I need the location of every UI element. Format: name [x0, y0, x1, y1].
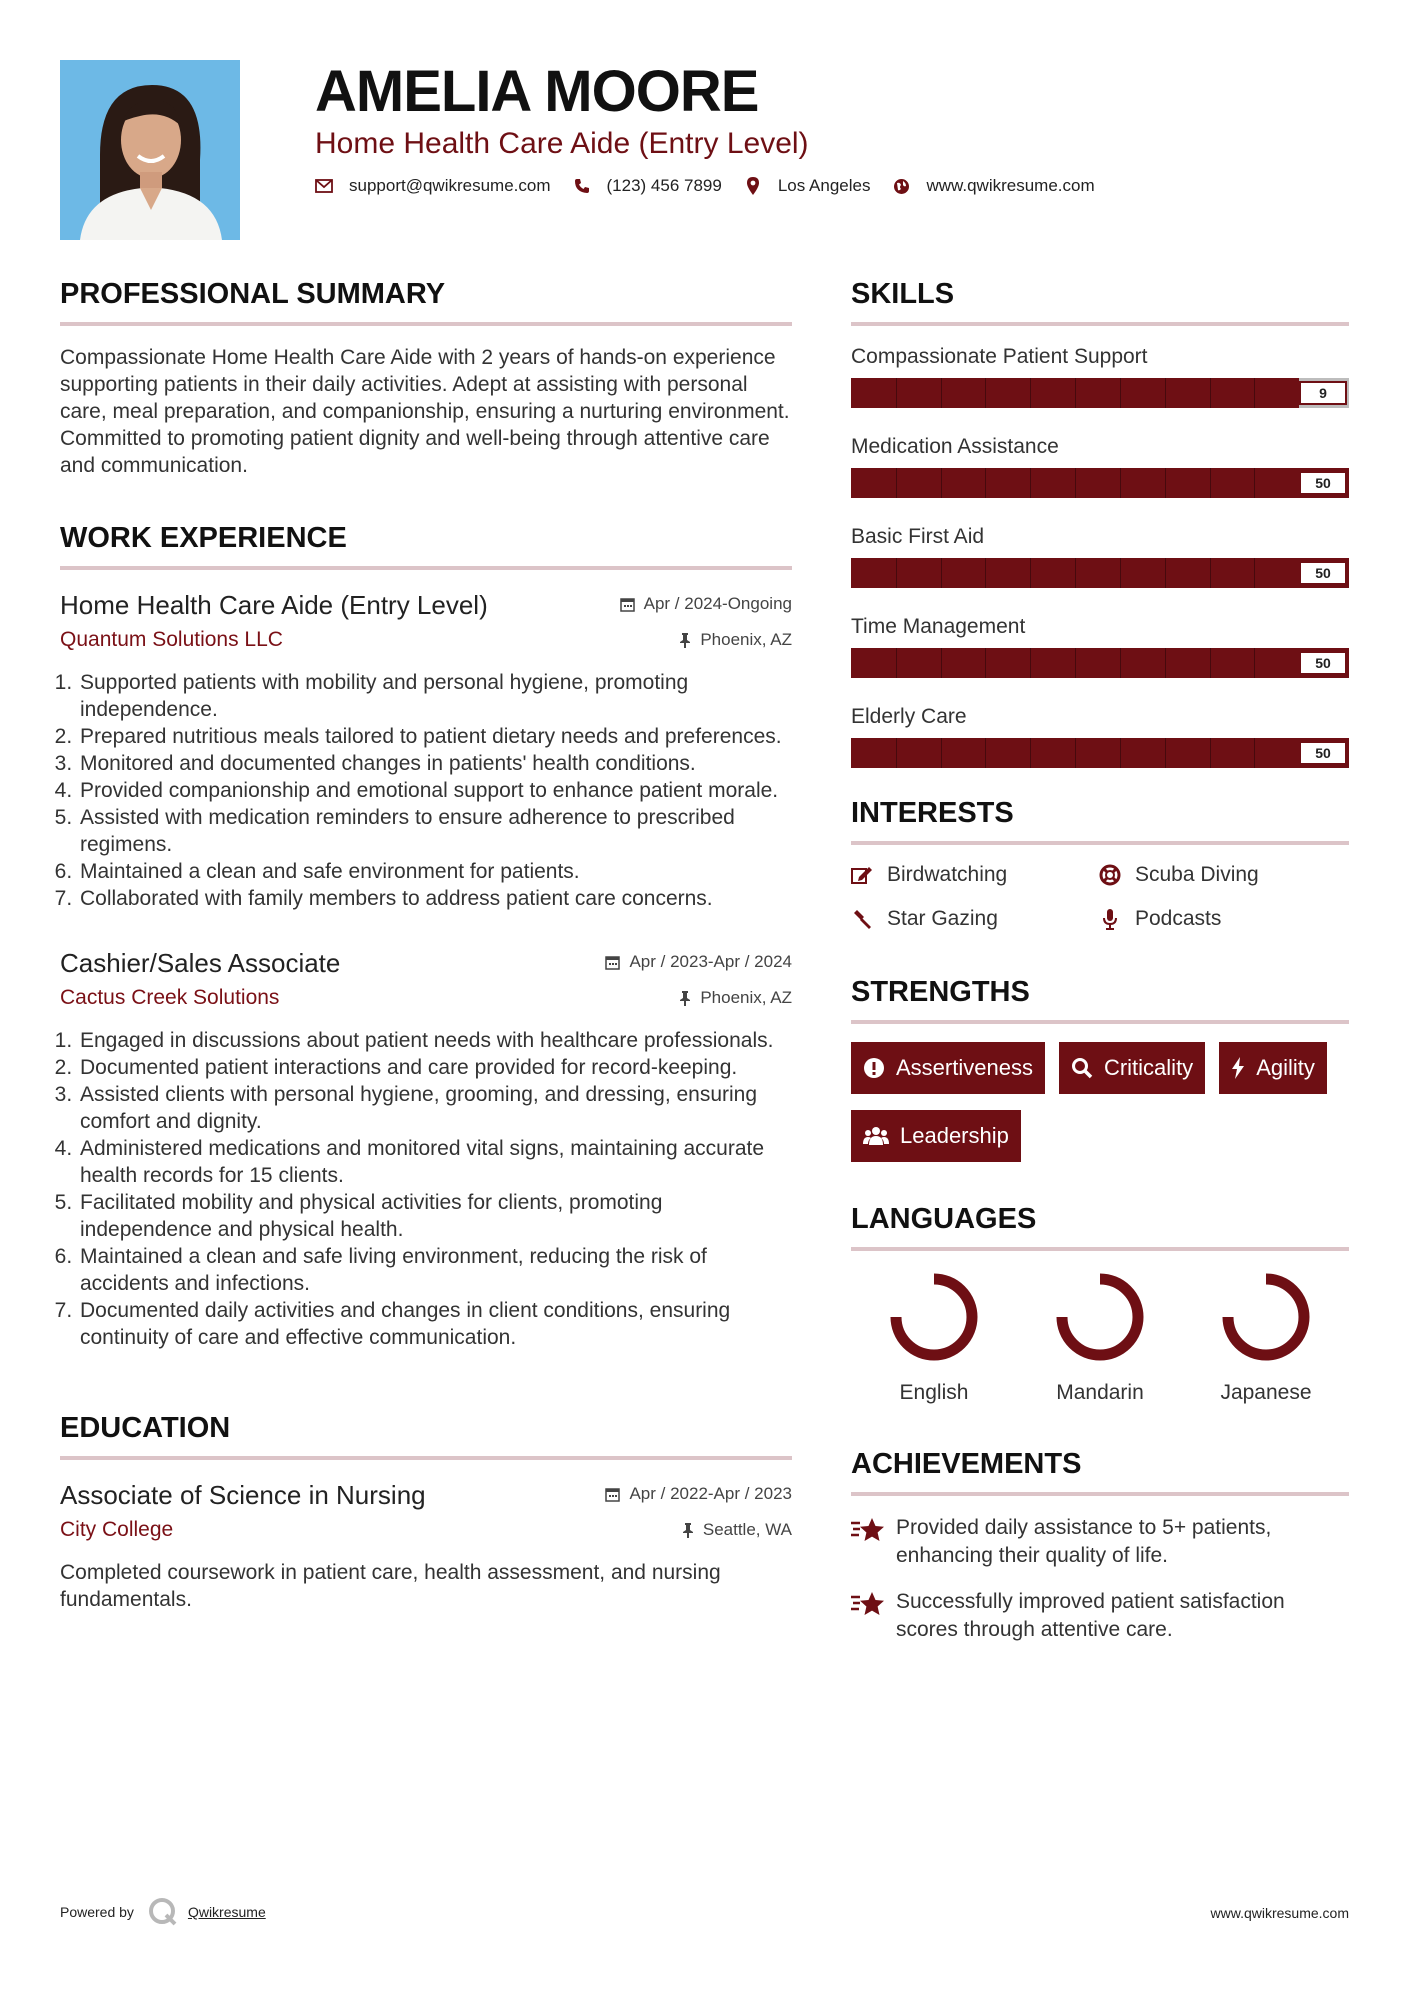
skill-bar [851, 648, 1349, 678]
skill-bar-segment [896, 558, 897, 588]
education-location [682, 1520, 792, 1540]
list-item: 6. Maintained a clean and safe living environment, reducing the risk of accidents and infections. [78, 1243, 792, 1297]
footer-powered-by [60, 1897, 266, 1927]
skill-bar-fill [851, 738, 1349, 768]
list-item: 1. Supported patients with mobility and personal hygiene, promoting independence. [78, 669, 792, 723]
job-location [679, 988, 792, 1008]
skill-bar-segment [941, 558, 942, 588]
interest-item [1099, 907, 1347, 931]
interest-item [1099, 863, 1347, 887]
strength-badge [851, 1110, 1021, 1162]
skill-bar-segment [985, 738, 986, 768]
skill-bar-segment [1165, 468, 1166, 498]
contact-website[interactable] [892, 176, 1094, 196]
language-item [1183, 1269, 1349, 1405]
job-date-text: Apr / 2023-Apr / 2024 [629, 952, 792, 971]
skill-bar-segment [1210, 468, 1211, 498]
contact-email[interactable] [315, 176, 551, 196]
map-marker-icon [744, 177, 762, 195]
contact-phone[interactable] [573, 176, 722, 196]
skill-bar-segment [1120, 558, 1121, 588]
powered-by-label: Powered by [60, 1904, 134, 1920]
skill-bar-segment [1210, 558, 1211, 588]
school-name: City College [60, 1518, 174, 1541]
education-date [605, 1484, 792, 1504]
job-date [620, 594, 792, 614]
languages-section [851, 1200, 1349, 1405]
skill-bar-segment [1075, 468, 1076, 498]
skill-bar-fill [851, 468, 1349, 498]
skill-bar-segment [1254, 648, 1255, 678]
contact-location-text: Los Angeles [777, 176, 871, 195]
job-location-text: Phoenix, AZ [700, 988, 792, 1007]
job-company: Cactus Creek Solutions [60, 986, 280, 1009]
candidate-name: AMELIA MOORE [315, 59, 759, 124]
list-item: 5. Facilitated mobility and physical activities for clients, promoting independence and physical health. [78, 1189, 792, 1243]
strength-label: Assertiveness [896, 1055, 1033, 1080]
profile-photo [60, 60, 240, 240]
skill-bar-segment [1030, 468, 1031, 498]
interests-heading: INTERESTS [851, 797, 1014, 829]
experience-section [60, 519, 792, 1351]
contact-location [744, 176, 871, 196]
users-icon [863, 1125, 889, 1147]
calendar-icon [605, 955, 620, 970]
list-item: 7. Documented daily activities and changes in client conditions, ensuring continuity of care and effective communication. [78, 1297, 792, 1351]
achievement-text: Successfully improved patient satisfaction scores through attentive care. [896, 1590, 1285, 1641]
skill-bar-segment [896, 648, 897, 678]
languages-heading: LANGUAGES [851, 1203, 1037, 1235]
left-column [60, 275, 792, 1613]
skill-bar-segment [985, 378, 986, 408]
skill-bar-segment [941, 648, 942, 678]
pin-icon [679, 633, 691, 648]
section-divider [60, 322, 792, 326]
strengths-list [851, 1042, 1349, 1162]
interest-item [851, 907, 1099, 931]
section-divider [851, 322, 1349, 326]
section-divider [851, 841, 1349, 845]
job-date [605, 952, 792, 972]
skill-bar-segment [1075, 378, 1076, 408]
skill-bar-segment [896, 738, 897, 768]
job-bullets [60, 669, 792, 912]
skill-bar-segment [1030, 738, 1031, 768]
language-gauge [1218, 1269, 1314, 1365]
right-column [851, 275, 1349, 1662]
skill-bar-segment [1165, 378, 1166, 408]
strength-badge [1059, 1042, 1205, 1094]
job-title: Cashier/Sales Associate [60, 948, 341, 978]
list-item: 5. Assisted with medication reminders to ensure adherence to prescribed regimens. [78, 804, 792, 858]
job-entry [60, 946, 792, 1351]
strength-label: Agility [1256, 1055, 1315, 1080]
pin-icon [679, 991, 691, 1006]
job-title: Home Health Care Aide (Entry Level) [60, 590, 488, 620]
skill-bar-segment [1030, 558, 1031, 588]
skill-bar-segment [1120, 378, 1121, 408]
strength-badge [851, 1042, 1045, 1094]
skill-bar [851, 378, 1349, 408]
resume-header [60, 60, 1350, 240]
list-item: 4. Administered medications and monitored vital signs, maintaining accurate health records for 15 clients. [78, 1135, 792, 1189]
job-company: Quantum Solutions LLC [60, 628, 283, 651]
section-divider [851, 1492, 1349, 1496]
contact-phone-text: (123) 456 7899 [606, 176, 722, 195]
education-description: Completed coursework in patient care, health assessment, and nursing fundamentals. [60, 1561, 721, 1611]
list-item: 2. Documented patient interactions and care provided for record-keeping. [78, 1054, 792, 1081]
skill-bar [851, 468, 1349, 498]
strengths-heading: STRENGTHS [851, 976, 1030, 1008]
language-gauge [1052, 1269, 1148, 1365]
edit-icon [851, 864, 873, 886]
life-ring-icon [1099, 864, 1121, 886]
skill-bar-segment [896, 378, 897, 408]
education-location-text: Seattle, WA [702, 1520, 792, 1539]
experience-heading: WORK EXPERIENCE [60, 522, 347, 554]
achievement-item [851, 1588, 1349, 1644]
skill-bar-segment [941, 378, 942, 408]
skill-bar-segment [1120, 648, 1121, 678]
list-item: 3. Assisted clients with personal hygiene, grooming, and dressing, ensuring comfort and dignity. [78, 1081, 792, 1135]
envelope-icon [315, 177, 333, 195]
microphone-icon [1099, 908, 1121, 930]
bolt-icon [1231, 1057, 1245, 1079]
skill-value: 9 [1299, 381, 1347, 405]
job-bullets [60, 1027, 792, 1351]
skill-bar-segment [1254, 468, 1255, 498]
skill-value: 50 [1299, 741, 1347, 765]
contact-email-text: support@qwikresume.com [349, 176, 551, 195]
strengths-section [851, 973, 1349, 1162]
skill-bar-fill [851, 648, 1349, 678]
skill-bar [851, 558, 1349, 588]
skill-bar-segment [1075, 558, 1076, 588]
list-item: 2. Prepared nutritious meals tailored to patient dietary needs and preferences. [78, 723, 792, 750]
list-item: 1. Engaged in discussions about patient needs with healthcare professionals. [78, 1027, 792, 1054]
phone-icon [573, 177, 591, 195]
language-item [1017, 1269, 1183, 1405]
summary-heading: PROFESSIONAL SUMMARY [60, 278, 446, 310]
section-divider [60, 1456, 792, 1460]
skill-bar-segment [941, 738, 942, 768]
language-name: English [899, 1381, 969, 1404]
job-location-text: Phoenix, AZ [700, 630, 792, 649]
exclamation-circle-icon [863, 1057, 885, 1079]
skill-name: Elderly Care [851, 705, 967, 728]
skill-bar-segment [1165, 648, 1166, 678]
skill-value: 50 [1299, 651, 1347, 675]
skill-name: Basic First Aid [851, 525, 985, 548]
skill-bar-segment [985, 648, 986, 678]
gavel-icon [851, 908, 873, 930]
list-item: 6. Maintained a clean and safe environment for patients. [78, 858, 792, 885]
achievement-item [851, 1514, 1349, 1570]
skill-bar-segment [896, 468, 897, 498]
skill-name: Compassionate Patient Support [851, 345, 1148, 368]
language-name: Japanese [1220, 1381, 1312, 1404]
skill-bar-segment [1210, 648, 1211, 678]
skill-bar-segment [1075, 738, 1076, 768]
strength-badge [1219, 1042, 1327, 1094]
skill-bar-segment [941, 468, 942, 498]
skill-bar-segment [985, 558, 986, 588]
skill-item [851, 434, 1349, 498]
strength-label: Criticality [1103, 1055, 1194, 1080]
skill-bar-segment [1210, 738, 1211, 768]
contact-bar [315, 176, 1117, 196]
skills-list [851, 344, 1349, 768]
skill-bar-segment [985, 468, 986, 498]
summary-text: Compassionate Home Health Care Aide with 2 years of hands-on experience supporting patients in their daily activities. Adept at assisting with personal care, meal preparation, and companionship, ensuring a nurturing environment. Committed to promoting patient dignity and well-being through attentive care and communication. [60, 346, 790, 477]
qwikresume-logo-icon [148, 1897, 180, 1927]
skill-name: Medication Assistance [851, 435, 1059, 458]
interest-label: Podcasts [1135, 907, 1222, 930]
skill-bar-segment [1254, 378, 1255, 408]
contact-website-text: www.qwikresume.com [926, 176, 1095, 195]
section-divider [851, 1020, 1349, 1024]
skill-item [851, 704, 1349, 768]
job-location [679, 630, 792, 650]
skill-bar-segment [1120, 738, 1121, 768]
achievements-section [851, 1445, 1349, 1644]
skill-bar-segment [1165, 558, 1166, 588]
degree-title: Associate of Science in Nursing [60, 1480, 426, 1510]
calendar-icon [605, 1487, 620, 1502]
search-icon [1071, 1057, 1093, 1079]
summary-section [60, 275, 792, 479]
skill-item [851, 344, 1349, 408]
skill-bar-segment [1120, 468, 1121, 498]
brand-link[interactable]: Qwikresume [187, 1904, 266, 1920]
skill-value: 50 [1299, 471, 1347, 495]
interests-section [851, 794, 1349, 931]
skill-bar-segment [1030, 648, 1031, 678]
section-divider [851, 1247, 1349, 1251]
achievements-list [851, 1514, 1349, 1644]
star-icon [851, 1516, 885, 1546]
globe-icon [892, 177, 910, 195]
achievement-text: Provided daily assistance to 5+ patients, enhancing their quality of life. [896, 1516, 1272, 1567]
interest-label: Birdwatching [887, 863, 1008, 886]
language-gauge-arc [896, 1279, 972, 1355]
list-item: 3. Monitored and documented changes in patients' health conditions. [78, 750, 792, 777]
interest-item [851, 863, 1099, 887]
education-heading: EDUCATION [60, 1412, 231, 1444]
interest-label: Star Gazing [887, 907, 998, 930]
achievements-heading: ACHIEVEMENTS [851, 1448, 1082, 1480]
skill-bar-segment [1254, 738, 1255, 768]
footer-url[interactable]: www.qwikresume.com [1210, 1905, 1349, 1921]
education-date-text: Apr / 2022-Apr / 2023 [629, 1484, 792, 1503]
job-entry [60, 588, 792, 912]
skill-bar [851, 738, 1349, 768]
interests-list [851, 863, 1349, 931]
skill-bar-segment [1254, 558, 1255, 588]
skill-bar-segment [1075, 648, 1076, 678]
skill-bar-segment [1030, 378, 1031, 408]
language-item [851, 1269, 1017, 1405]
skill-item [851, 614, 1349, 678]
language-name: Mandarin [1056, 1381, 1144, 1404]
list-item: 4. Provided companionship and emotional support to enhance patient morale. [78, 777, 792, 804]
skill-bar-fill [851, 558, 1349, 588]
skill-bar-segment [1210, 378, 1211, 408]
strength-label: Leadership [900, 1123, 1009, 1148]
language-gauge-arc [1062, 1279, 1138, 1355]
education-section [60, 1409, 792, 1613]
languages-list [851, 1269, 1349, 1405]
skill-bar-segment [1165, 738, 1166, 768]
education-entry [60, 1478, 792, 1613]
skill-value: 50 [1299, 561, 1347, 585]
list-item: 7. Collaborated with family members to address patient care concerns. [78, 885, 792, 912]
profile-photo-illustration [60, 60, 240, 240]
calendar-icon [620, 597, 635, 612]
section-divider [60, 566, 792, 570]
pin-icon [682, 1523, 694, 1538]
star-icon [851, 1590, 885, 1620]
skill-name: Time Management [851, 615, 1026, 638]
language-gauge [886, 1269, 982, 1365]
language-gauge-arc [1228, 1279, 1304, 1355]
interest-label: Scuba Diving [1135, 863, 1259, 886]
candidate-title: Home Health Care Aide (Entry Level) [315, 127, 809, 160]
skills-section [851, 275, 1349, 768]
skill-item [851, 524, 1349, 588]
job-date-text: Apr / 2024-Ongoing [643, 594, 792, 613]
skills-heading: SKILLS [851, 278, 955, 310]
